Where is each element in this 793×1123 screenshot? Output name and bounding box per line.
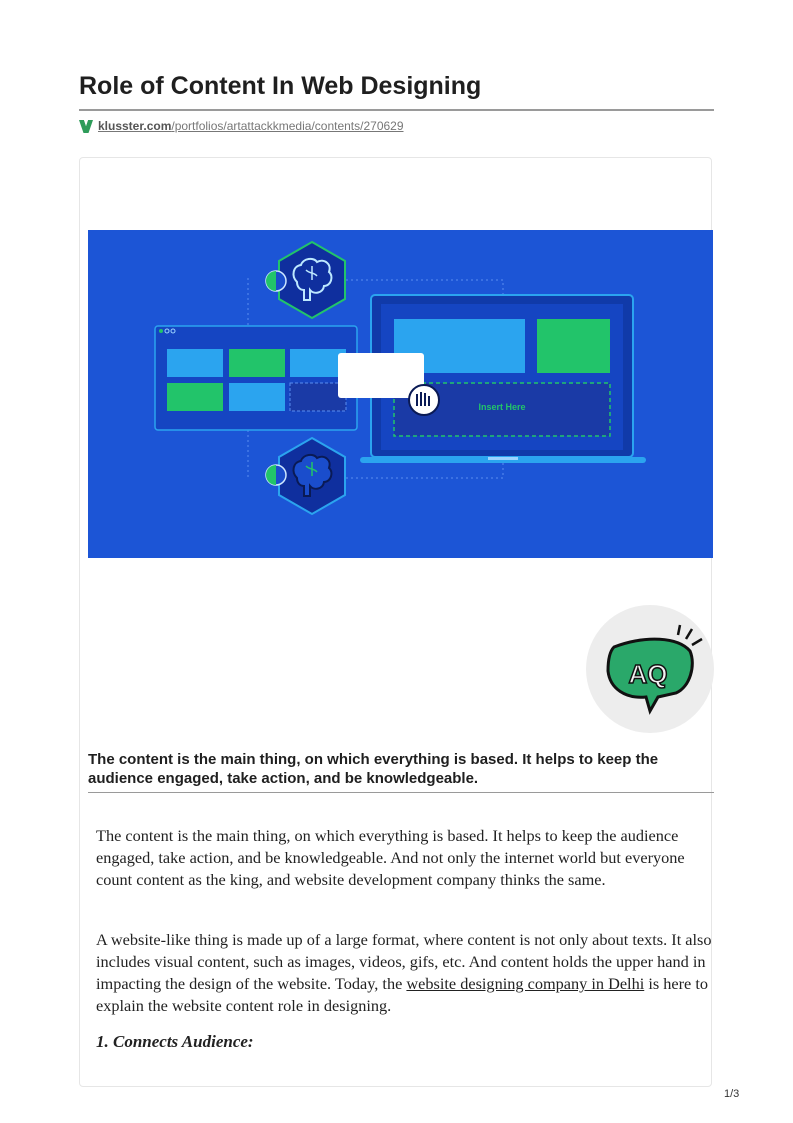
source-link[interactable]	[98, 119, 404, 133]
source-domain: klusster.com	[98, 119, 172, 133]
avatar-logo-text: AQ	[628, 659, 668, 689]
title-divider	[79, 109, 714, 111]
brain-hex-top	[266, 242, 345, 318]
image-caption: The content is the main thing, on which everything is based. It helps to keep the audience engaged, take action, and be knowledgeable.	[88, 751, 659, 787]
brain-hex-bottom	[266, 438, 345, 514]
hero-illustration	[88, 230, 713, 558]
paragraph-1: The content is the main thing, on which everything is based. It helps to keep the audience engaged, take action, and be knowledgeable. And not only the internet world but everyone count content as the king, and website development company thinks the same.	[96, 826, 685, 889]
page-number: 1/3	[724, 1088, 740, 1100]
document-title: Role of Content In Web Designing	[79, 72, 482, 100]
browser-window	[155, 326, 357, 430]
insert-here-label: Insert Here	[478, 402, 526, 412]
paragraph-2-text-end: is here to explain the website content role in designing.	[96, 974, 708, 1015]
hand-cursor-icon	[409, 385, 439, 415]
klusster-logo-icon	[79, 120, 93, 133]
website-designing-link[interactable]: website designing company in Delhi	[406, 974, 645, 993]
source-line	[79, 118, 404, 134]
paragraph-2-text: A website-like thing is made up of a large format, where content is not only about texts. It also includes visual content, such as images, videos, gifs, etc. And content holds the upper hand in impacting the design of the website. Today, the	[96, 930, 712, 993]
paragraph-2	[96, 929, 712, 1017]
source-path: /portfolios/artattackkmedia/contents/270629	[171, 119, 404, 133]
caption-divider	[88, 792, 714, 793]
section-heading: 1. Connects Audience:	[96, 1032, 254, 1051]
author-avatar	[586, 605, 714, 733]
